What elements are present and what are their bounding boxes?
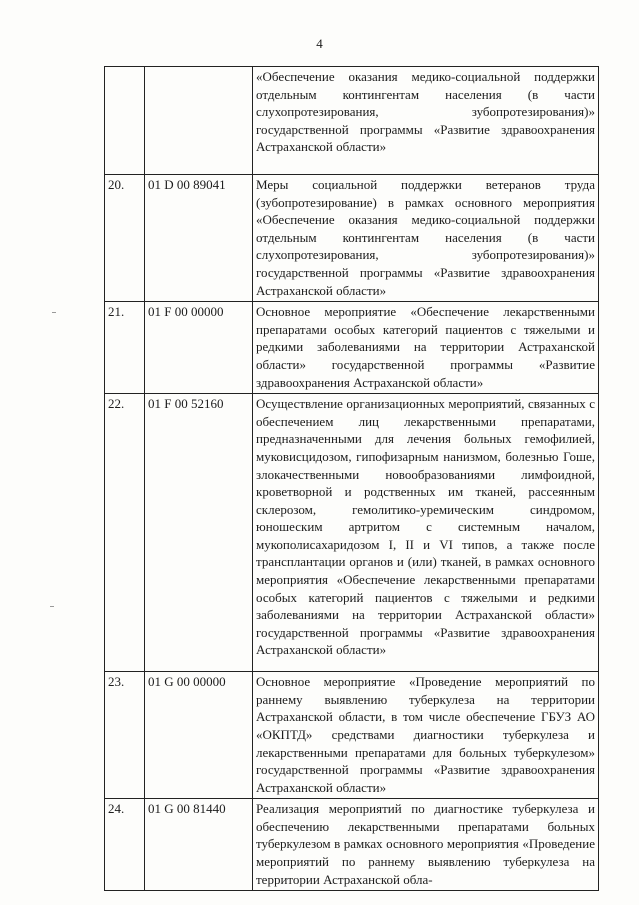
row-number: 22. [105, 394, 145, 672]
budget-code: 01 D 00 89041 [145, 175, 253, 302]
row-description: Основное мероприятие «Обеспечение лекарственными препаратами особых категорий пациентов с тяжелыми и редкими заболеваниями на территории Астраханской области» государственной программы «Развитие здравоохранения Астраханской области» [253, 302, 599, 394]
row-description: «Обеспечение оказания медико-социальной поддержки отдельным контингентам населения (в части слухопротезирования, зубопротезирования)» государственной программы «Развитие здравоохранения Астраханской области» [253, 67, 599, 175]
table-row [105, 302, 599, 394]
row-number: 24. [105, 799, 145, 891]
row-description: Реализация мероприятий по диагностике туберкулеза и обеспечению лекарственными препаратами больных туберкулезом в рамках основного мероприятия «Проведение мероприятий по раннему выявлению туберкулеза на территории Астраханской обла- [253, 799, 599, 891]
table-row [105, 672, 599, 799]
budget-code: 01 G 00 00000 [145, 672, 253, 799]
budget-code: 01 G 00 81440 [145, 799, 253, 891]
row-number [105, 67, 145, 175]
program-table [104, 66, 599, 891]
row-number: 23. [105, 672, 145, 799]
row-description: Меры социальной поддержки ветеранов труда (зубопротезирование) в рамках основного мероприятия «Обеспечение оказания медико-социальной поддержки отдельным контингентам населения (в части слухопротезирования, зубопротезирования)» государственной программы «Развитие здравоохранения Астраханской области» [253, 175, 599, 302]
row-description: Основное мероприятие «Проведение мероприятий по раннему выявлению туберкулеза на территории Астраханской области, в том числе обеспечение ГБУЗ АО «ОКПТД» средствами диагностики туберкулеза и лекарственными препаратами для больных туберкулезом» государственной программы «Развитие здравоохранения Астраханской области» [253, 672, 599, 799]
margin-mark [52, 312, 56, 313]
budget-code: 01 F 00 52160 [145, 394, 253, 672]
table-row [105, 67, 599, 175]
table-row [105, 175, 599, 302]
row-description: Осуществление организационных мероприятий, связанных с обеспечением лиц лекарственными препаратами, предназначенными для лечения больных гемофилией, муковисцидозом, гипофизарным нанизмом, болезнью Гоше, злокачественными новообразованиями лимфоидной, кроветворной и родственных им тканей, рассеянным склерозом, гемолитико-уремическим синдромом, юношеским артритом с системным началом, мукополисахаридозом I, II и VI типов, а также после трансплантации органов и (или) тканей, в рамках основного мероприятия «Обеспечение лекарственными препаратами особых категорий пациентов с тяжелыми и редкими заболеваниями на территории Астраханской области» государственной программы «Развитие здравоохранения Астраханской области» [253, 394, 599, 672]
row-number: 20. [105, 175, 145, 302]
margin-mark [50, 606, 54, 607]
row-number: 21. [105, 302, 145, 394]
budget-code: 01 F 00 00000 [145, 302, 253, 394]
budget-code [145, 67, 253, 175]
page-number: 4 [316, 36, 323, 51]
table-row [105, 799, 599, 891]
table-row [105, 394, 599, 672]
